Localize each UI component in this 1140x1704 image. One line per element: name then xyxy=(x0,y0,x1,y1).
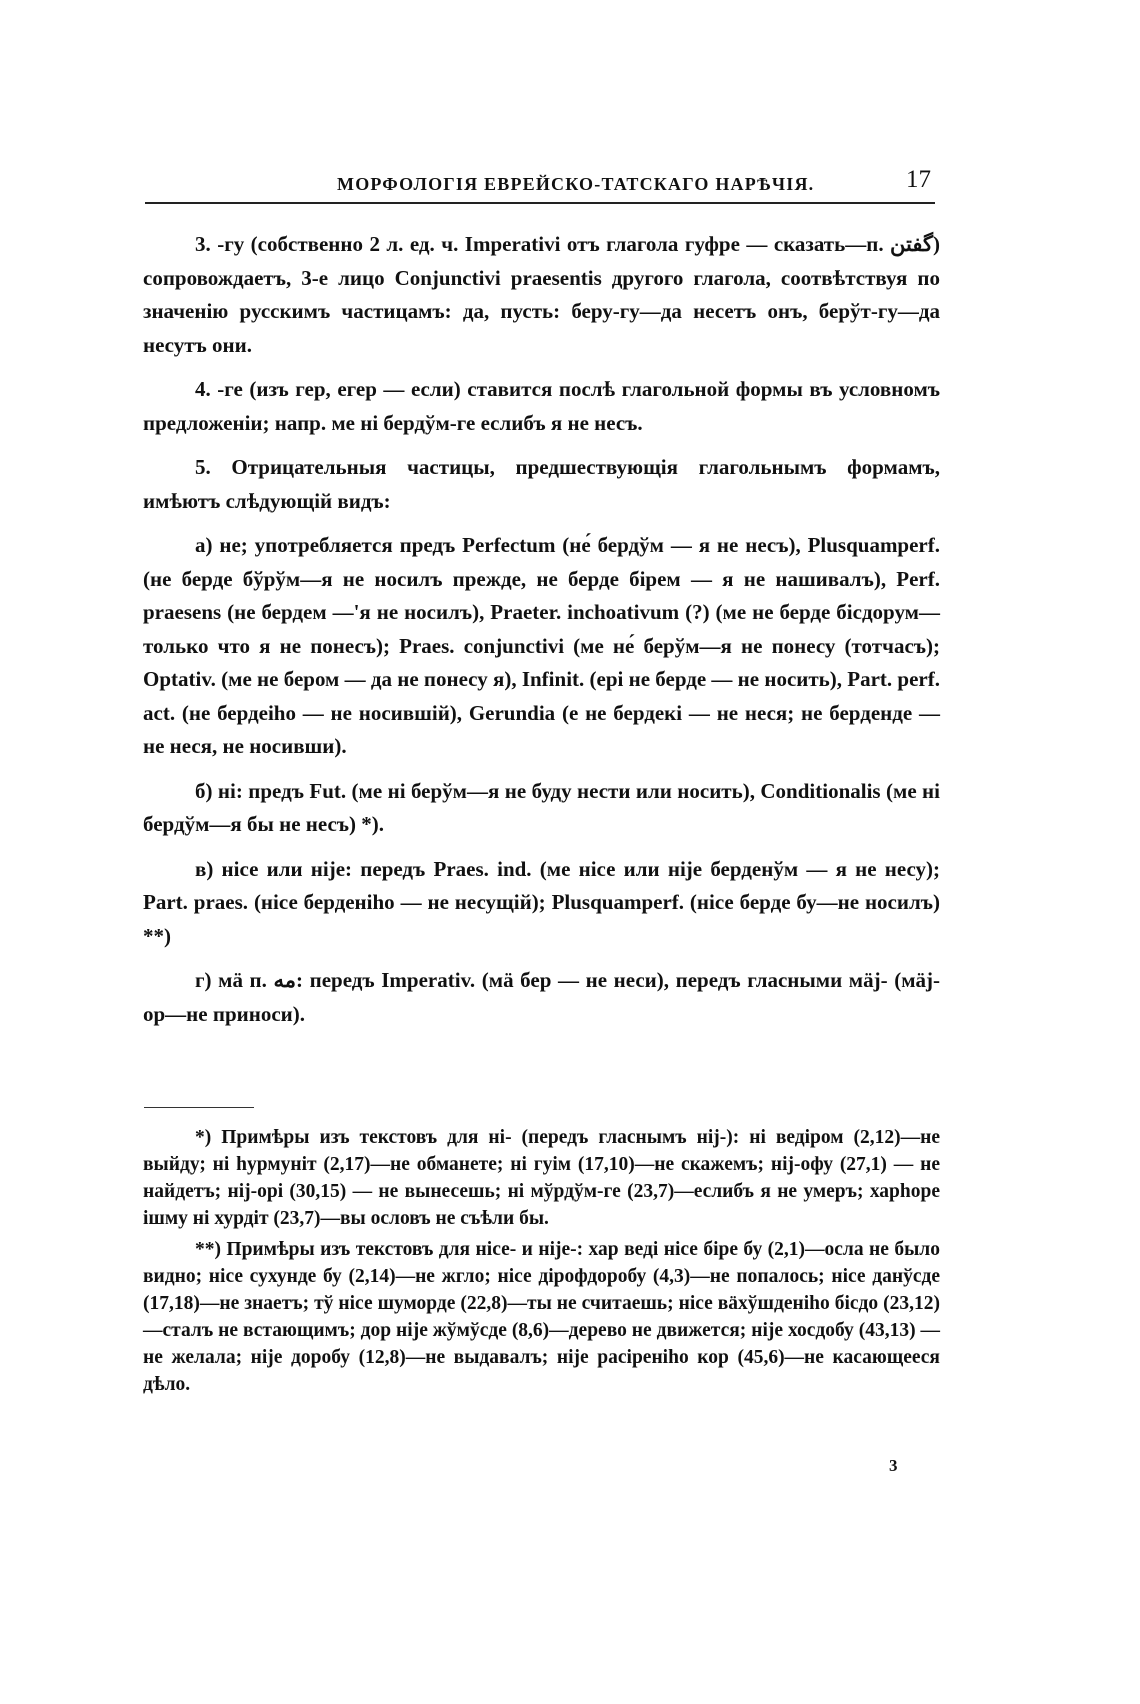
paragraph-3: 3. -гу (собственно 2 л. ед. ч. Imperativi отъ глагола гуфре — сказать—п. گفتن) сопровождаетъ, 3-е лицо Conjunctivi praesentis другого глагола, соотвѣтствуя по значенію русскимъ частицамъ: да, пусть: беру-гу—да несетъ онъ, берўт-гу—да несутъ они. xyxy=(143,232,940,357)
paragraph-5a: а) не; употребляется предъ Perfectum (не́ бердўм — я не несъ), Plusquamperf. (не берде бўрўм—я не носилъ прежде, не берде бірем — я не нашивалъ), Perf. praesens (не бердем —'я не носилъ), Praeter. inchoativum (?) (ме не берде бісдорум—только что я не понесъ); Praes. conjunctivi (ме не́ берўм—я не понесу (тотчасъ); Optativ. (ме не бером — да не понесу я), Infinit. (ері не берде — не носить), Part. perf. act. (не бердеіho — не носившій), Gerundia (е не бердекі — не неся; не берденде — не неся, не носивши). xyxy=(143,533,940,758)
footnote-1: *) Примѣры изъ текстовъ для ні- (передъ гласнымъ ніј-): ні ведіром (2,12)—не выйду; ні hурмуніт (2,17)—не обманете; ні гуім (17,10)—не скажемъ; ніј-офу (27,1) — не найдетъ; ніј-орі (30,15) — не вынесешь; ні мўрдўм-ге (23,7)—еслибъ я не умеръ; харhоре ішму ні хурдіт (23,7)—вы ословъ не съѣли бы. xyxy=(143,1127,940,1229)
header-rule xyxy=(145,202,935,204)
page-number: 17 xyxy=(906,166,931,193)
running-title: МОРФОЛОГІЯ ЕВРЕЙСКО-ТАТСКАГО НАРѢЧІЯ. xyxy=(337,174,815,194)
footnote-separator xyxy=(144,1107,254,1108)
page-header xyxy=(145,168,935,206)
paragraph-5b: б) ні: предъ Fut. (ме ні берўм—я не буду нести или носить), Conditionalis (ме ні бердўм—я бы не несъ) *). xyxy=(143,778,940,836)
footnote-2: **) Примѣры изъ текстовъ для нісе- и ніје-: хар веді нісе біре бу (2,1)—осла не было видно; нісе сухунде бу (2,14)—не жгло; нісе дірофдоробу (4,3)—не попалось; нісе данўсде (17,18)—не знаетъ; тў нісе шуморде (22,8)—ты не считаешь; нісе вäхўшденіhо бісдо (23,12)—сталъ не встающимъ; дор ніје жўмўсде (8,6)—дерево не движется; ніје хосдобу (43,13) — не желала; ніје доробу (12,8)—не выдавалъ; ніје расіреніhо кор (45,6)—не касающееся дѣло. xyxy=(143,1239,940,1395)
paragraph-5: 5. Отрицательныя частицы, предшествующія глагольнымъ формамъ, имѣютъ слѣдующій видъ: xyxy=(143,455,940,513)
footnotes xyxy=(143,1124,940,1402)
signature-mark: 3 xyxy=(889,1456,898,1475)
paragraph-5d: г) мä п. مه: передъ Imperativ. (мä бер — не неси), передъ гласными мäј- (мäј-ор—не приноси). xyxy=(143,968,940,1026)
paragraph-4: 4. -ге (изъ гер, егер — если) ставится послѣ глагольной формы въ условномъ предложеніи; напр. ме ні бердўм-ге еслибъ я не несъ. xyxy=(143,377,940,435)
paragraph-5c: в) нісе или ніје: передъ Praes. ind. (ме нісе или ніје берденўм — я не несу); Part. praes. (нісе берденіho — не несущій); Plusquamperf. (нісе берде бу—не носилъ) **) xyxy=(143,856,940,948)
main-text xyxy=(143,228,940,1042)
